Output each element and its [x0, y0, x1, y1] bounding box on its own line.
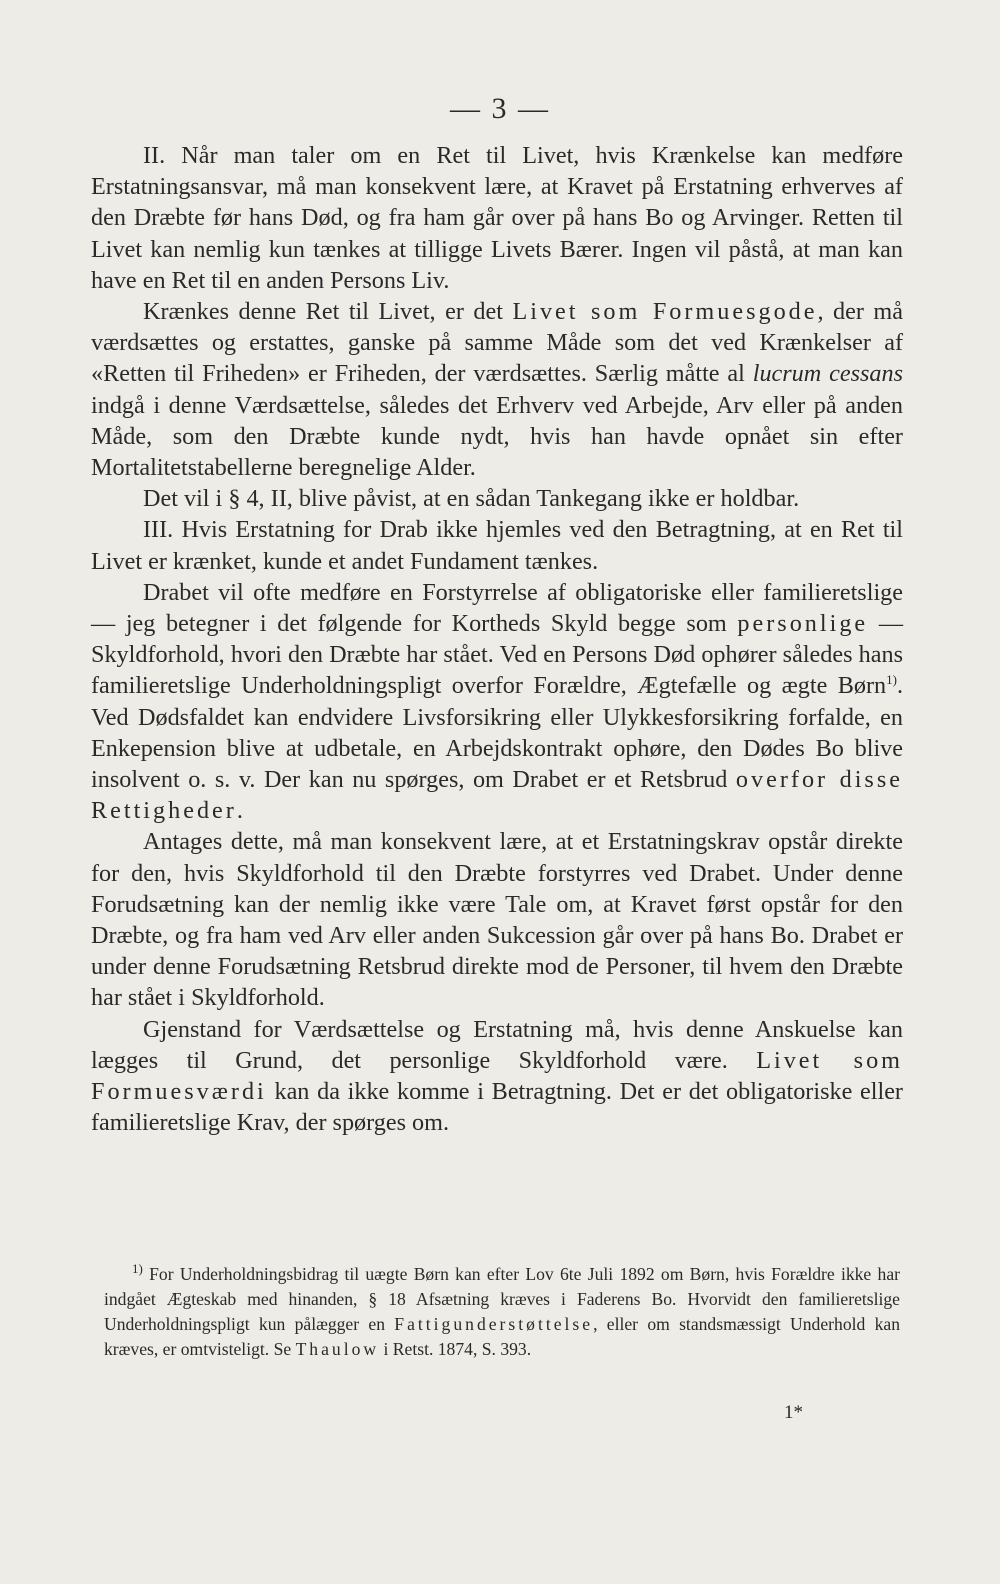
p7-text-c: kan da ikke komme i Betragtning. Det er det obligatoriske eller familieretslige Krav, der spørges om.	[91, 1078, 903, 1137]
paragraph-5	[91, 577, 903, 827]
p5-text-a: Drabet vil ofte medføre en Forstyrrelse af obligatoriske eller familieretslige — jeg betegner i det følgende for Kortheds Skyld begge som	[91, 578, 903, 638]
paragraph-3: Det vil i § 4, II, blive påvist, at en sådan Tankegang ikke er holdbar.	[143, 485, 800, 513]
footnote-author: Thaulow	[295, 1339, 380, 1359]
footnote-reference: 1)	[886, 672, 897, 688]
p2-text-a: Krænkes denne Ret til Livet, er det	[143, 298, 513, 326]
paragraph-1: II. Når man taler om en Ret til Livet, hvis Krænkelse kan medføre Erstatningsansvar, må man konsekvent lære, at Kravet på Erstatning erhverves af den Dræbte før hans Død, og fra ham går over på hans Bo og Arvinger. Retten til Livet kan nemlig kun tænkes at tilligge Livets Bærer. Ingen vil påstå, at man kan have en Ret til en anden Persons Liv.	[91, 142, 903, 294]
p5-text-c: — Skyldforhold, hvori den Dræbte har stået. Ved en Persons Død ophører således hans familieretslige Underholdningspligt overfor Forældre, Ægtefælle og ægte Børn	[91, 610, 904, 700]
footnote-1	[104, 1262, 900, 1362]
p2-spaced-term: Livet som Formuesgode	[512, 298, 818, 326]
paragraph-4: III. Hvis Erstatning for Drab ikke hjemles ved den Betragtning, at en Ret til Livet er krænket, kunde et andet Fundament tænkes.	[91, 516, 903, 575]
p7-text-a: Gjenstand for Værdsættelse og Erstatning må, hvis denne Anskuelse kan lægges til Grund, det personlige Skyldforhold være.	[91, 1015, 903, 1074]
p5-spaced-term: personlige	[737, 610, 869, 638]
paragraph-7	[91, 1014, 903, 1139]
footnote-text-c: , eller om standsmæssigt Underhold kan kræves, er omtvisteligt. Se	[104, 1314, 900, 1359]
footnote-spaced-term: Fattigunderstøttelse	[394, 1314, 594, 1334]
footnote-mark: 1)	[132, 1261, 143, 1277]
paragraph-6: Antages dette, må man konsekvent lære, at et Erstatningskrav opstår direkte for den, hvis Skyldforhold til den Dræbte forstyrres ved Drabet. Under denne Forudsætning kan der nemlig ikke være Tale om, at Kravet først opstår for den Dræbte, og fra ham ved Arv eller anden Sukcession går over på hans Bo. Drabet er under denne Forudsætning Retsbrud direkte mod de Personer, til hvem den Dræbte har stået i Skyldforhold.	[91, 828, 903, 1012]
footnotes	[104, 1262, 900, 1362]
page-number: — 3 —	[450, 92, 550, 125]
footnote-text-e: i Retst. 1874, S. 393.	[379, 1339, 532, 1359]
p5-text-e: . Ved Dødsfaldet kan endvidere Livsforsikring eller Ulykkesforsikring forfalde, en Enkepension blive at udbetale, en Arbejdskontrakt ophøre, den Dødes Bo blive insolvent o. s. v. Der kan nu spørges, om Drabet er et Retsbrud	[91, 672, 903, 794]
paragraph-2	[91, 296, 903, 483]
p2-text-c: , der må værdsættes og erstattes, ganske på samme Måde som det ved Krænkelser af «Retten til Friheden» er Friheden, der værdsættes. Særlig måtte al	[91, 298, 903, 388]
p7-spaced-term: Livet som Formuesværdi	[91, 1046, 903, 1106]
p2-text-e: indgå i denne Værdsættelse, således det Erhverv ved Arbejde, Arv eller på anden Måde, som den Dræbte kunde nydt, hvis han havde opnået sin efter Mortalitetstabellerne beregnelige Alder.	[91, 391, 903, 482]
footnote-text-a: For Underholdningsbidrag til uægte Børn kan efter Lov 6te Juli 1892 om Børn, hvis Forældre ikke har indgået Ægteskab med hinanden, § 18 Afsætning kræves i Faderens Bo. Hvorvidt den familieretslige Underholdningspligt kun pålægger en	[104, 1264, 900, 1334]
p5-spaced-phrase: overfor disse Rettigheder	[91, 766, 903, 825]
p5-text-g: .	[236, 797, 243, 825]
body-text	[91, 140, 903, 1139]
p2-italic-term: lucrum cessans	[752, 360, 904, 388]
signature-mark: 1*	[784, 1402, 803, 1423]
